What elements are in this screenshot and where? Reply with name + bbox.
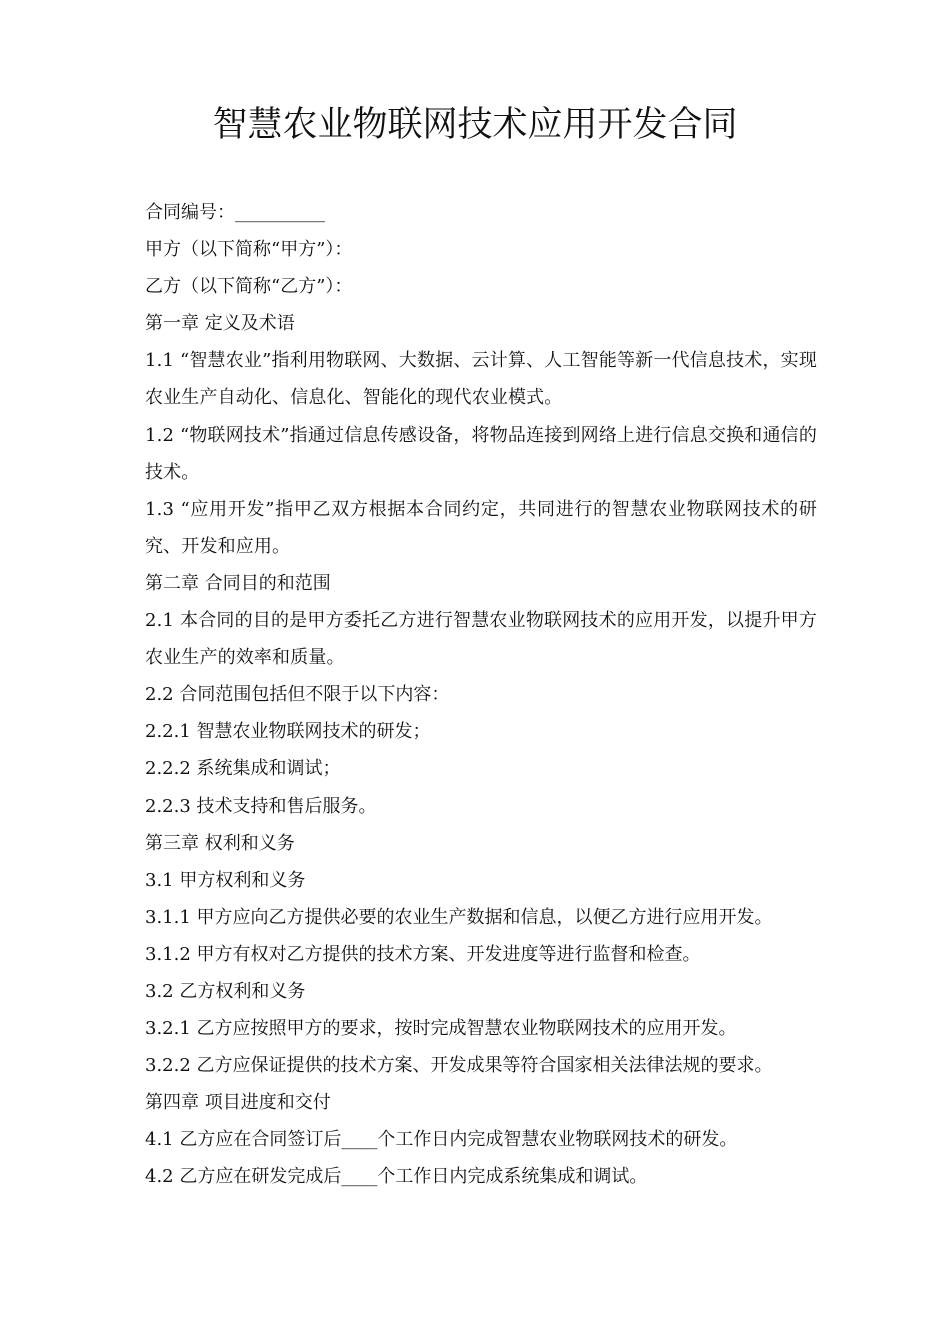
clause-2-2-3: 2.2.3 技术支持和售后服务。 (145, 795, 377, 817)
clause-3-1-2: 3.1.2 甲方有权对乙方提供的技术方案、开发进度等进行监督和检查。 (145, 943, 701, 965)
chapter-4-heading: 第四章 项目进度和交付 (145, 1092, 331, 1114)
clause-2-2-1: 2.2.1 智慧农业物联网技术的研发； (145, 721, 431, 743)
party-b-line: 乙方（以下简称“乙方”）： (145, 276, 353, 298)
clause-1-1: 1.1 “智慧农业”指利用物联网、大数据、云计算、人工智能等新一代信息技术，实现农业生产自动化、信息化、智能化的现代农业模式。 (145, 350, 817, 409)
clause-3-1: 3.1 甲方权利和义务 (145, 869, 306, 891)
clause-2-1: 2.1 本合同的目的是甲方委托乙方进行智慧农业物联网技术的应用开发，以提升甲方农业生产的效率和质量。 (145, 610, 817, 669)
clause-2-2: 2.2 合同范围包括但不限于以下内容： (145, 684, 450, 706)
contract-number-line: 合同编号：__________ (145, 202, 325, 223)
document-body (145, 194, 817, 1196)
party-a-line: 甲方（以下简称“甲方”）： (145, 239, 353, 261)
chapter-3-heading: 第三章 权利和义务 (145, 832, 295, 854)
clause-3-1-1: 3.1.1 甲方应向乙方提供必要的农业生产数据和信息，以便乙方进行应用开发。 (145, 906, 773, 928)
clause-3-2-2: 3.2.2 乙方应保证提供的技术方案、开发成果等符合国家相关法律法规的要求。 (145, 1055, 773, 1077)
clause-3-2-1: 3.2.1 乙方应按照甲方的要求，按时完成智慧农业物联网技术的应用开发。 (145, 1018, 737, 1040)
chapter-1-heading: 第一章 定义及术语 (145, 313, 295, 335)
clause-3-2: 3.2 乙方权利和义务 (145, 980, 306, 1002)
clause-4-2: 4.2 乙方应在研发完成后____个工作日内完成系统集成和调试。 (145, 1166, 648, 1188)
chapter-2-heading: 第二章 合同目的和范围 (145, 572, 331, 594)
clause-1-2: 1.2 “物联网技术”指通过信息传感设备，将物品连接到网络上进行信息交换和通信的技术。 (145, 424, 817, 483)
clause-2-2-2: 2.2.2 系统集成和调试； (145, 758, 341, 780)
document-title: 智慧农业物联网技术应用开发合同 (212, 105, 738, 145)
clause-4-1: 4.1 乙方应在合同签订后____个工作日内完成智慧农业物联网技术的研发。 (145, 1129, 738, 1151)
clause-1-3: 1.3 “应用开发”指甲乙双方根据本合同约定，共同进行的智慧农业物联网技术的研究、开发和应用。 (145, 498, 817, 557)
